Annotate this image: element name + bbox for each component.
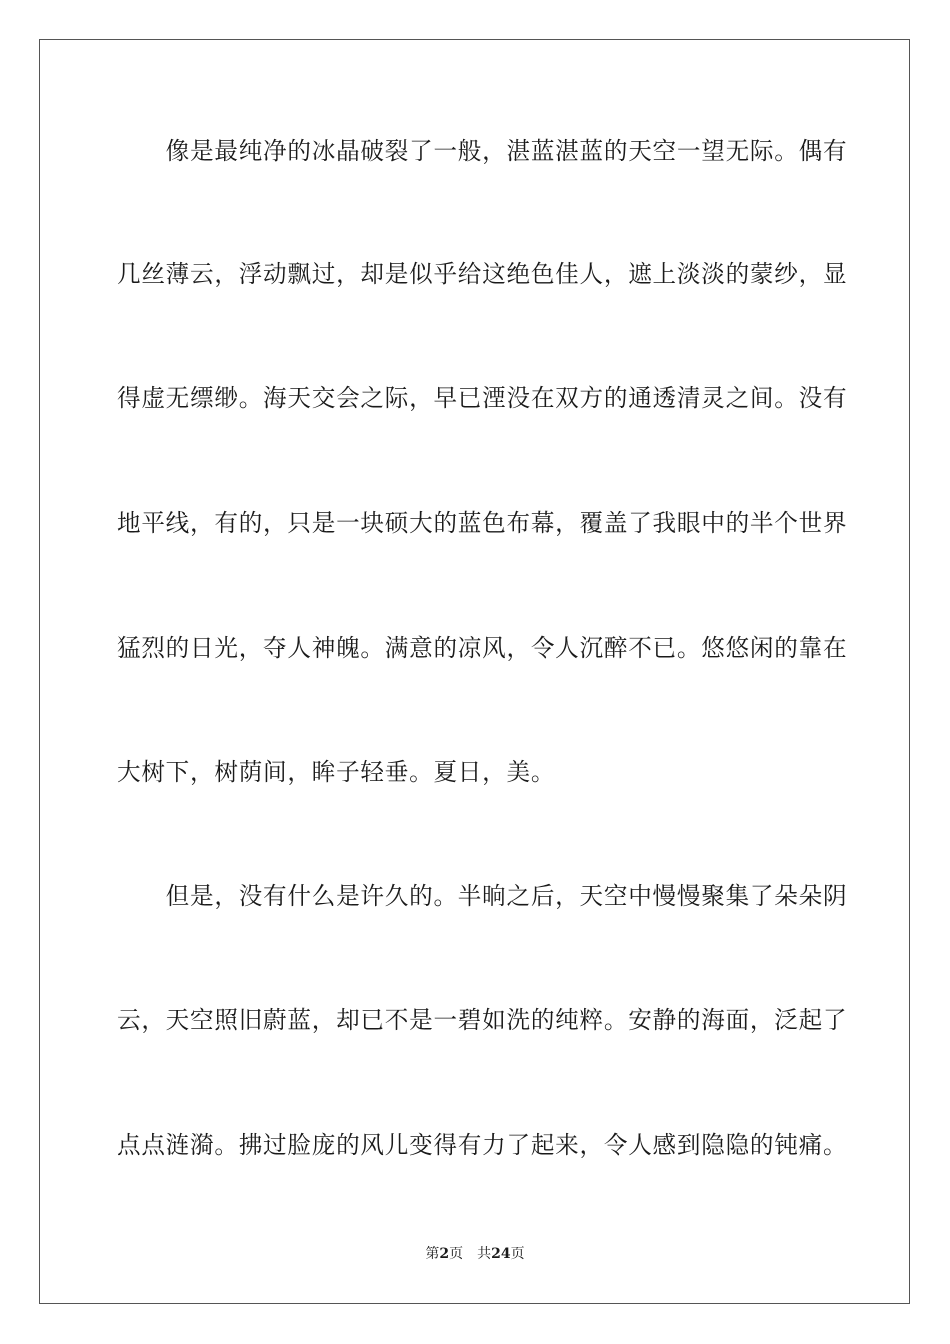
page-number: 2 <box>439 1246 450 1262</box>
paragraph-line: 大树下，树荫间，眸子轻垂。夏日，美。 <box>117 758 556 786</box>
page-prefix: 第 <box>425 1246 440 1262</box>
paragraph-line: 像是最纯净的冰晶破裂了一般，湛蓝湛蓝的天空一望无际。偶有 <box>117 137 848 165</box>
paragraph-line: 地平线，有的，只是一块硕大的蓝色布幕，覆盖了我眼中的半个世界 <box>117 509 848 537</box>
total-prefix: 共 <box>477 1246 492 1262</box>
page-border <box>39 39 910 1304</box>
paragraph-line: 得虚无缥缈。海天交会之际，早已湮没在双方的通透清灵之间。没有 <box>117 384 848 412</box>
page-suffix: 页 <box>449 1246 464 1262</box>
total-pages: 24 <box>491 1246 511 1262</box>
paragraph-line: 几丝薄云，浮动飘过，却是似乎给这绝色佳人，遮上淡淡的蒙纱，显 <box>117 260 848 288</box>
total-suffix: 页 <box>510 1246 525 1262</box>
page-footer <box>0 1245 950 1263</box>
paragraph-line: 但是，没有什么是许久的。半晌之后，天空中慢慢聚集了朵朵阴 <box>117 882 848 910</box>
paragraph-line: 点点涟漪。拂过脸庞的风儿变得有力了起来，令人感到隐隐的钝痛。 <box>117 1131 848 1159</box>
paragraph-line: 猛烈的日光，夺人神魄。满意的凉风，令人沉醉不已。悠悠闲的靠在 <box>117 634 848 662</box>
paragraph-line: 云，天空照旧蔚蓝，却已不是一碧如洗的纯粹。安静的海面，泛起了 <box>117 1006 848 1034</box>
